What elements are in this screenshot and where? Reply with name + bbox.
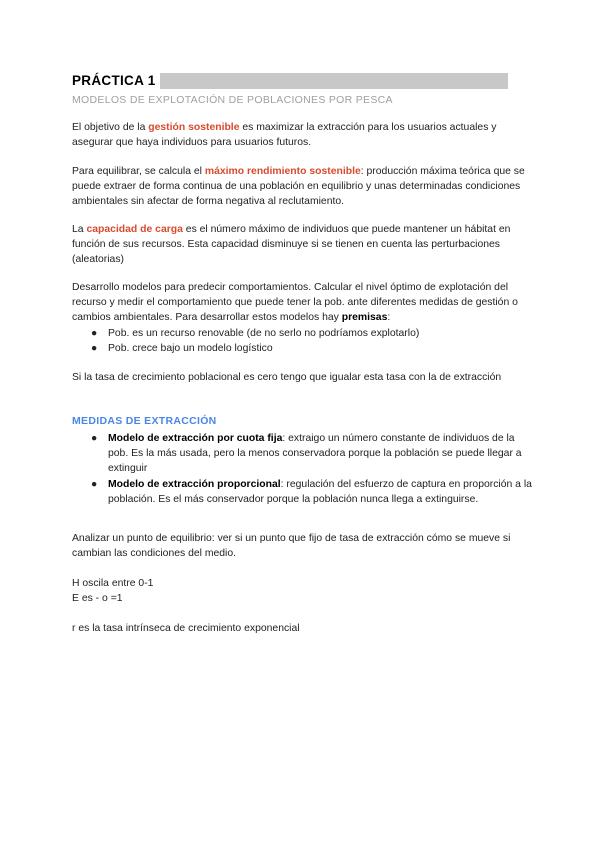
list-item-text: : extraigo un número constante de individuos de la pob. Es la más usada, pero la menos conservadora porque la población se puede llegar a extinguir [108, 433, 522, 475]
section-heading: MEDIDAS DE EXTRACCIÓN [72, 415, 217, 427]
p3-highlight: capacidad de carga [86, 224, 183, 235]
p2-highlight: máximo rendimiento sostenible [204, 166, 361, 177]
paragraph-modelos [72, 280, 534, 326]
list-item-text: Pob. es un recurso renovable (de no serlo no podríamos explotarlo) [108, 328, 420, 339]
p1-highlight: gestión sostenible [148, 122, 240, 133]
p4-text: Desarrollo modelos para predecir comportamientos. Calcular el nivel óptimo de explotación del recurso y medir el comportamiento que puede tener la pob. ante diferentes medidas de gestión o cambios ambientales. Para desarrollar estos modelos hay [72, 282, 518, 324]
list-item [72, 477, 534, 507]
p3-pre: La [72, 224, 87, 235]
bullet-icon: ● [91, 433, 98, 444]
list-item-bold: Modelo de extracción por cuota fija [108, 433, 283, 444]
p2-pre: Para equilibrar, se calcula el [72, 166, 205, 177]
r-line: r es la tasa intrínseca de crecimiento exponencial [72, 623, 300, 634]
list-item [72, 431, 534, 477]
list-item-text: : regulación del esfuerzo de captura en proporción a la población. Es el más conservador porque la población nunca llega a extinguirse. [108, 478, 532, 505]
page-subtitle: MODELOS DE EXPLOTACIÓN DE POBLACIONES POR PESCA [72, 94, 393, 106]
list-item [72, 341, 534, 356]
page-title: PRÁCTICA 1 [72, 73, 156, 88]
bullet-icon: ● [91, 328, 98, 339]
bullet-icon: ● [91, 343, 98, 355]
list-item-bold: Modelo de extracción proporcional [108, 478, 281, 490]
premisas-list [72, 326, 534, 356]
e-line: E es - o =1 [72, 593, 123, 604]
paragraph-maximo-rendimiento [72, 164, 534, 210]
bullet-icon: ● [91, 478, 98, 490]
p1-post: es maximizar la extracción para los usuarios actuales y asegurar que haya individuos para usuarios futuros. [72, 122, 497, 149]
title-row [72, 72, 508, 89]
medidas-list [72, 431, 534, 507]
paragraph-punto-equilibrio: Analizar un punto de equilibrio: ver si un punto que fijo de tasa de extracción cómo se mueve si cambian las condiciones del medio. [72, 533, 511, 560]
list-item-text: Pob. crece bajo un modelo logístico [108, 343, 273, 355]
list-item [72, 326, 534, 341]
title-bar [160, 73, 508, 89]
paragraph-gestion-sostenible [72, 120, 534, 150]
p3-post: es el número máximo de individuos que puede mantener un hábitat en función de sus recursos. Esta capacidad disminuye si se tienen en cuenta las perturbaciones (aleatorias) [72, 224, 511, 266]
paragraph-capacidad-carga [72, 222, 534, 268]
p4-post: : [387, 312, 391, 324]
p4-bold: premisas [341, 312, 388, 324]
paragraph-tasa-crecimiento: Si la tasa de crecimiento poblacional es cero tengo que igualar esta tasa con la de extracción [72, 372, 502, 383]
p1-pre: El objetivo de la [72, 122, 149, 133]
p2-post: : producción máxima teórica que se puede extraer de forma continua de una población en equilibrio y unas determinadas condiciones ambientales sin afectar de forma negativa al reclutamiento. [72, 166, 525, 208]
h-line: H oscila entre 0-1 [72, 578, 154, 589]
